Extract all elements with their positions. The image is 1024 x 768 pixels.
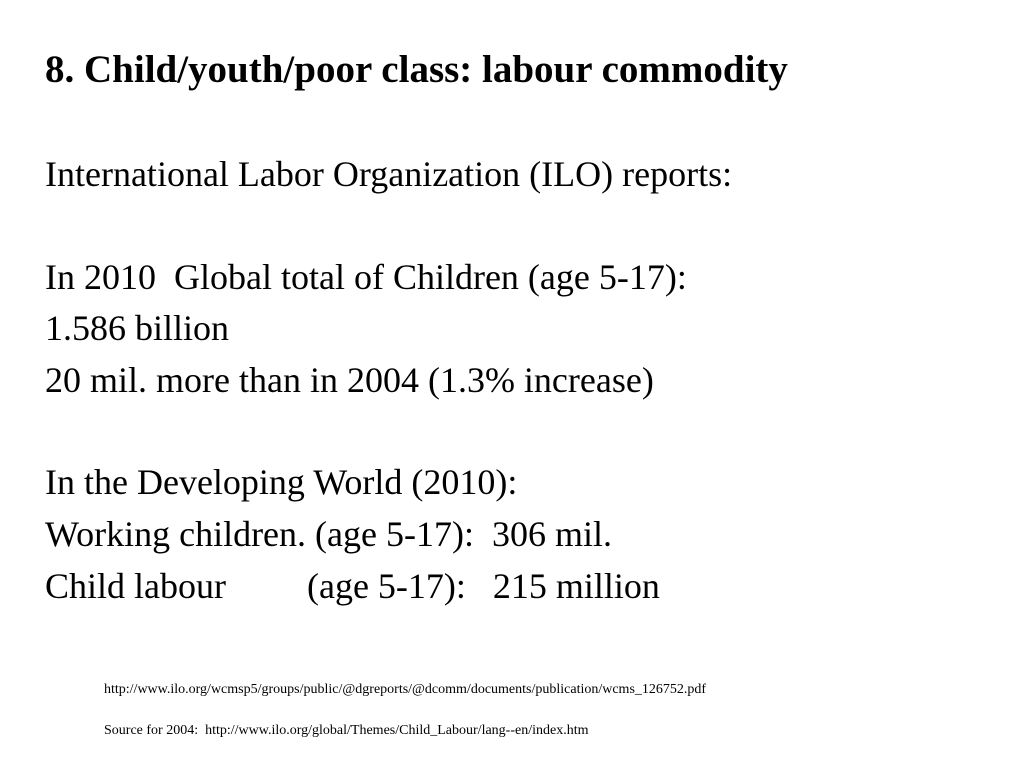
child-labour-line: Child labour (age 5-17): 215 million — [45, 566, 660, 606]
global-total-value: 1.586 billion — [45, 308, 230, 348]
increase-since-2004: 20 mil. more than in 2004 (1.3% increase) — [45, 360, 654, 400]
working-children-line: Working children. (age 5-17): 306 mil. — [45, 514, 612, 554]
ilo-intro-text: International Labor Organization (ILO) reports: — [45, 154, 733, 194]
global-2010-heading: In 2010 Global total of Children (age 5-17): — [45, 257, 687, 297]
source-url-2010: http://www.ilo.org/wcmsp5/groups/public/@dgreports/@dcomm/documents/publication/wcms_126752.pdf — [104, 682, 707, 697]
source-2004: Source for 2004: http://www.ilo.org/global/Themes/Child_Labour/lang--en/index.htm — [104, 723, 589, 738]
developing-world-heading: In the Developing World (2010): — [45, 462, 518, 502]
slide-title: 8. Child/youth/poor class: labour commodity — [45, 48, 788, 91]
